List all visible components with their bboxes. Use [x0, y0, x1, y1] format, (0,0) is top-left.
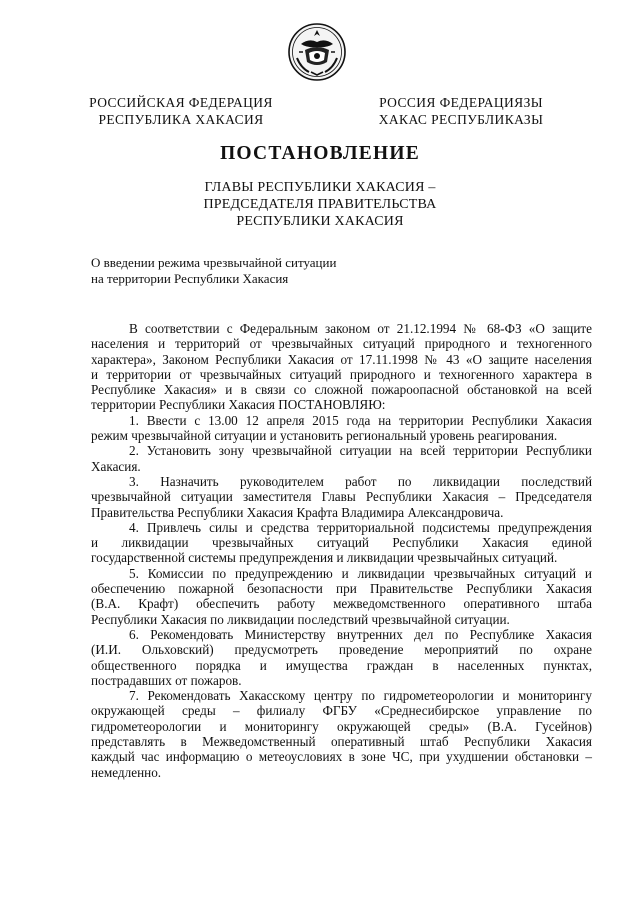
paragraph-line: пострадавших от пожаров. [91, 672, 242, 688]
document-body [91, 321, 592, 780]
paragraph [91, 443, 592, 474]
paragraph [91, 413, 592, 444]
paragraph-line: окружающей среды – филиалу ФГБУ «Среднесибирское управление по [91, 703, 592, 719]
paragraph-line: 4. Привлечь силы и средства территориальной подсистемы предупреждения [129, 519, 592, 535]
header-right-line: РОССИЯ ФЕДЕРАЦИЯЗЫ [379, 95, 543, 110]
paragraph-line: территории Республики Хакасия ПОСТАНОВЛЯЮ: [91, 397, 386, 413]
paragraph-line: населения и территорий от чрезвычайных ситуаций природного и техногенного [91, 336, 592, 352]
subtitle-line: ГЛАВЫ РЕСПУБЛИКИ ХАКАСИЯ – [204, 180, 436, 195]
subtitle-line: РЕСПУБЛИКИ ХАКАСИЯ [236, 214, 404, 229]
paragraph [91, 520, 592, 566]
paragraph-line: представлять в Межведомственный оперативный штаб Республики Хакасия [91, 734, 592, 750]
document-subject [91, 255, 336, 287]
document-subtitle [0, 179, 640, 230]
paragraph-line: немедленно. [91, 764, 162, 780]
paragraph-line: чрезвычайной ситуации заместителя Главы Республики Хакасия – Председателя [91, 489, 592, 505]
paragraph-line: 3. Назначить руководителем работ по ликвидации последствий [129, 473, 592, 489]
paragraph-line: 5. Комиссии по предупреждению и ликвидации чрезвычайных ситуаций и [129, 565, 592, 581]
paragraph-line: В соответствии с Федеральным законом от 21.12.1994 № 68-ФЗ «О защите [129, 321, 592, 336]
header-right [366, 94, 556, 128]
paragraph-line: 1. Ввести с 13.00 12 апреля 2015 года на территории Республики Хакасия [129, 412, 592, 428]
paragraph-line: каждый час информацию о метеоусловиях в зоне ЧС, при ухудшении обстановки – [91, 749, 592, 765]
paragraph-line: государственной системы предупреждения и ликвидации чрезвычайных ситуаций. [91, 550, 558, 566]
header-right-line: ХАКАС РЕСПУБЛИКАЗЫ [378, 112, 544, 127]
paragraph-line: и территории от чрезвычайных ситуаций природного и техногенного характера в [91, 366, 592, 382]
subject-line: О введении режима чрезвычайной ситуации [91, 255, 337, 270]
paragraph [91, 321, 592, 413]
paragraph-line: общественного порядка и имущества граждан в населенных пунктах, [91, 657, 592, 673]
paragraph-line: Республики Хакасия по ликвидации последствий чрезвычайной ситуации. [91, 611, 510, 627]
header-left-line: РОССИЙСКАЯ ФЕДЕРАЦИЯ [89, 95, 273, 110]
paragraph-line: 7. Рекомендовать Хакасскому центру по гидрометеорологии и мониторингу [129, 688, 592, 704]
paragraph [91, 474, 592, 520]
header-left-line: РЕСПУБЛИКА ХАКАСИЯ [98, 112, 264, 127]
paragraph-line: гидрометеорологии и мониторингу окружающей среды» (В.А. Гусейнов) [91, 718, 592, 734]
subtitle-line: ПРЕДСЕДАТЕЛЯ ПРАВИТЕЛЬСТВА [203, 197, 437, 212]
paragraph [91, 566, 592, 627]
paragraph-line: обеспечению пожарной безопасности при Правительстве Республики Хакасия [91, 581, 592, 597]
header-left [86, 94, 276, 128]
paragraph [91, 688, 592, 780]
paragraph-line: характера», Законом Республики Хакасия от 17.11.1998 № 43 «О защите населения [91, 351, 592, 367]
paragraph [91, 627, 592, 688]
paragraph-line: Хакасия. [91, 458, 141, 474]
coat-of-arms-icon [287, 22, 347, 82]
subject-line: на территории Республики Хакасия [91, 271, 289, 286]
paragraph-line: Правительства Республики Хакасия Крафта Владимира Александровича. [91, 504, 504, 520]
paragraph-line: и ликвидации чрезвычайных ситуаций Республики Хакасия единой [91, 535, 592, 551]
paragraph-line: (В.А. Крафт) обеспечить работу межведомственного оперативного штаба [91, 596, 592, 612]
paragraph-line: 6. Рекомендовать Министерству внутренних дел по Республике Хакасия [129, 626, 592, 642]
paragraph-line: Республике Хакасия» и в связи со сложной пожароопасной обстановкой на всей [91, 382, 592, 398]
paragraph-line: 2. Установить зону чрезвычайной ситуации на всей территории Республики [129, 443, 592, 459]
paragraph-line: (И.И. Ольховский) предусмотреть проведение мероприятий по охране [91, 642, 592, 658]
document-title: ПОСТАНОВЛЕНИЕ [220, 143, 420, 164]
paragraph-line: режим чрезвычайной ситуации и установить региональный уровень реагирования. [91, 428, 558, 444]
